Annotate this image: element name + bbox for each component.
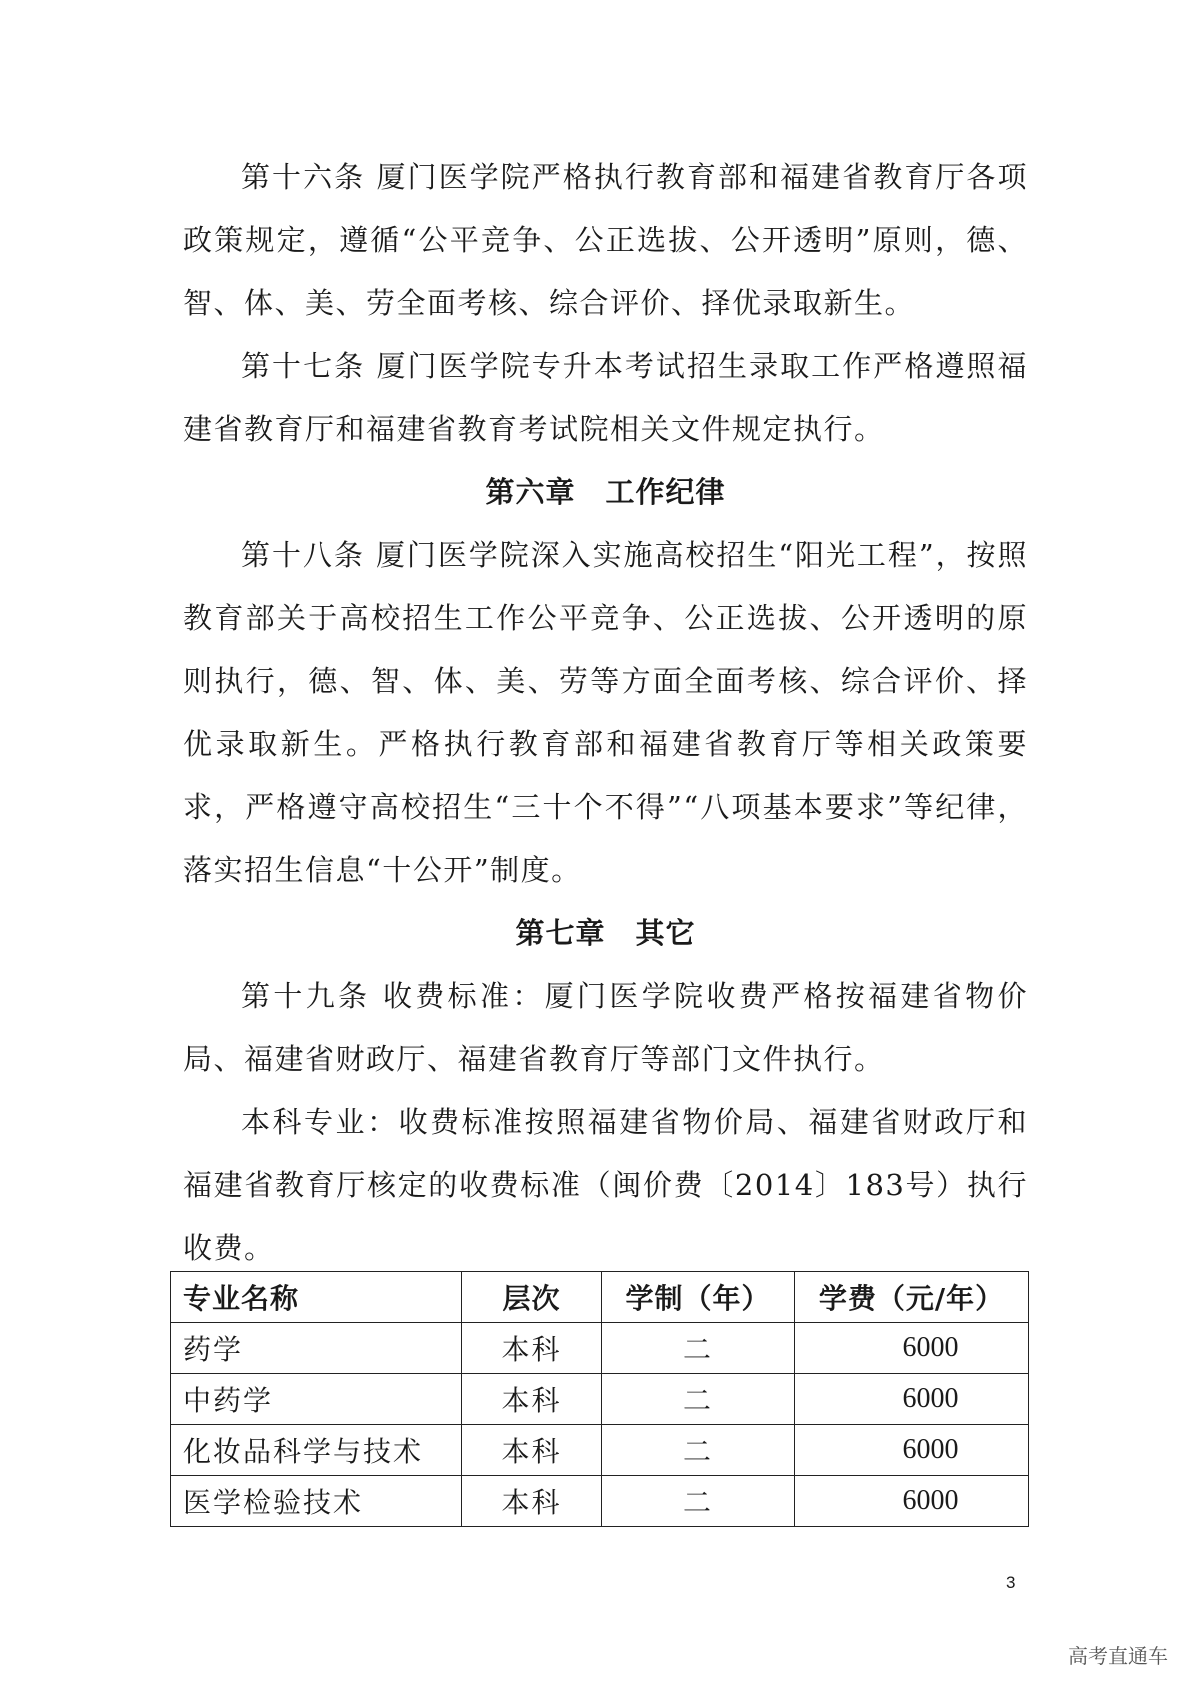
- cell-duration: 二: [602, 1476, 795, 1527]
- cell-level: 本科: [462, 1476, 602, 1527]
- cell-major: 化妆品科学与技术: [171, 1425, 462, 1476]
- cell-tuition: 6000: [795, 1323, 1029, 1374]
- table-row: [171, 1476, 1029, 1527]
- cell-tuition: 6000: [795, 1374, 1029, 1425]
- chapter-7-number: 第七章: [515, 916, 606, 950]
- cell-major: 中药学: [171, 1374, 462, 1425]
- watermark-text: 高考直通车: [1068, 1644, 1168, 1668]
- header-duration: 学制（年）: [602, 1272, 795, 1323]
- table-row: [171, 1374, 1029, 1425]
- table-header-row: [171, 1272, 1029, 1323]
- cell-major: 药学: [171, 1323, 462, 1374]
- cell-tuition: 6000: [795, 1476, 1029, 1527]
- table-row: [171, 1323, 1029, 1374]
- chapter-6-title: 工作纪律: [605, 475, 726, 509]
- document-body: [183, 146, 1028, 1280]
- cell-level: 本科: [462, 1374, 602, 1425]
- header-tuition: 学费（元/年）: [795, 1272, 1029, 1323]
- cell-level: 本科: [462, 1425, 602, 1476]
- page-number: 3: [1006, 1573, 1016, 1592]
- header-level: 层次: [462, 1272, 602, 1323]
- cell-major: 医学检验技术: [171, 1476, 462, 1527]
- cell-tuition: 6000: [795, 1425, 1029, 1476]
- article-17: 第十七条 厦门医学院专升本考试招生录取工作严格遵照福建省教育厅和福建省教育考试院相关文件规定执行。: [183, 349, 1028, 446]
- chapter-7-heading: [183, 902, 1028, 965]
- article-19: 第十九条 收费标准：厦门医学院收费严格按福建省物价局、福建省财政厅、福建省教育厅等部门文件执行。: [183, 979, 1028, 1076]
- article-18: 第十八条 厦门医学院深入实施高校招生“阳光工程”，按照教育部关于高校招生工作公平竞争、公正选拔、公开透明的原则执行，德、智、体、美、劳等方面全面考核、综合评价、择优录取新生。严格执行教育部和福建省教育厅等相关政策要求，严格遵守高校招生“三十个不得”“八项基本要求”等纪律，落实招生信息“十公开”制度。: [183, 538, 1028, 887]
- undergrad-fee-paragraph: 本科专业：收费标准按照福建省物价局、福建省财政厅和福建省教育厅核定的收费标准（闽价费〔2014〕183号）执行收费。: [183, 1105, 1028, 1265]
- header-major: 专业名称: [171, 1272, 462, 1323]
- chapter-6-heading: [183, 461, 1028, 524]
- article-16: 第十六条 厦门医学院严格执行教育部和福建省教育厅各项政策规定，遵循“公平竞争、公正选拔、公开透明”原则，德、智、体、美、劳全面考核、综合评价、择优录取新生。: [183, 160, 1028, 320]
- cell-duration: 二: [602, 1374, 795, 1425]
- chapter-6-number: 第六章: [485, 475, 576, 509]
- fee-table: [170, 1271, 1029, 1527]
- cell-level: 本科: [462, 1323, 602, 1374]
- cell-duration: 二: [602, 1323, 795, 1374]
- cell-duration: 二: [602, 1425, 795, 1476]
- chapter-7-title: 其它: [635, 916, 696, 950]
- table-row: [171, 1425, 1029, 1476]
